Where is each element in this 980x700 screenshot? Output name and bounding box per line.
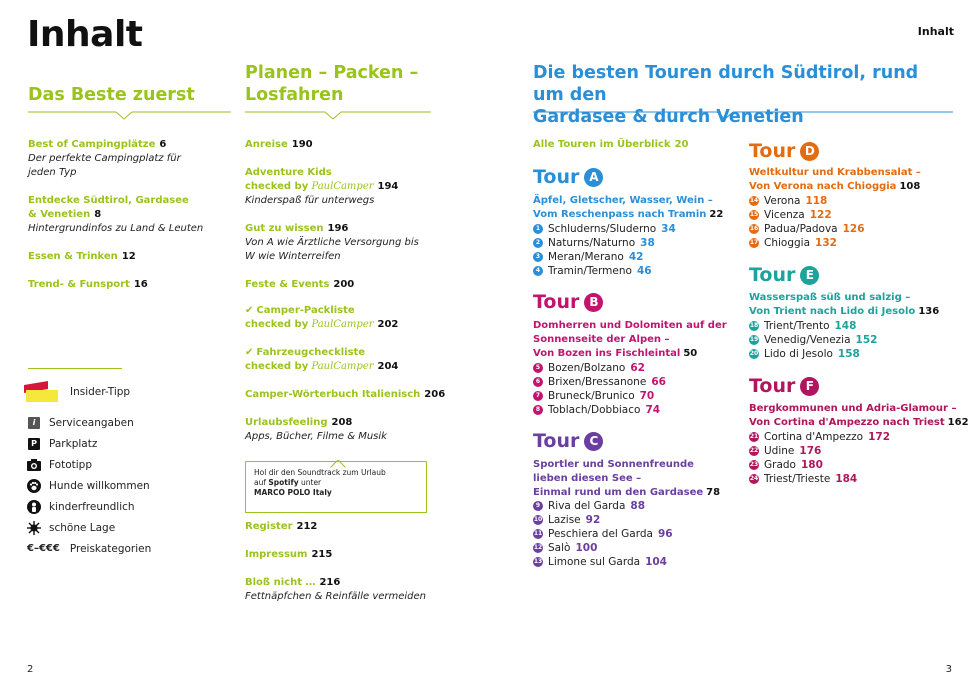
legend-kids: kinderfreundlich: [27, 499, 135, 515]
legend-location: schöne Lage: [27, 520, 115, 536]
legend-prices: €–€€€ Preiskategorien: [27, 543, 152, 555]
tour-b-heading[interactable]: Tour B: [533, 291, 603, 313]
toc-entry[interactable]: Bloß nicht … 216 Fettnäpfchen & Reinfälle vermeiden: [245, 577, 427, 602]
section-divider: [28, 108, 231, 120]
section-heading-tours: Die besten Touren durch Südtirol, rund um den Gardasee & durch Venetien: [533, 63, 919, 127]
tour-stop[interactable]: 8 Toblach/Dobbiaco 74: [533, 403, 660, 417]
toc-entry[interactable]: Anreise 190: [245, 139, 313, 150]
checkmark-icon: ✔: [245, 347, 254, 358]
tour-stop[interactable]: 14 Verona 118: [749, 195, 828, 207]
legend-service: i Serviceangaben: [27, 415, 134, 431]
page-number-left: 2: [27, 664, 34, 675]
tour-stop[interactable]: 24 Triest/Trieste 184: [749, 473, 858, 485]
legend-photo: Fototipp: [27, 457, 92, 473]
parking-icon: P: [27, 437, 41, 451]
toc-entry[interactable]: Adventure Kids checked by PaulCamper 194 Kinderspaß für unterwegs: [245, 167, 399, 206]
tour-stop[interactable]: 2 Naturns/Naturno 38: [533, 236, 655, 250]
price-icon: €–€€€: [27, 543, 60, 554]
tour-stop[interactable]: 11 Peschiera del Garda 96: [533, 528, 673, 540]
tour-a-subtitle[interactable]: Äpfel, Gletscher, Wasser, Wein – Vom Reschenpass nach Tramin 22: [533, 195, 724, 220]
page-title: Inhalt: [27, 14, 143, 55]
toc-entry[interactable]: Feste & Events 200: [245, 279, 355, 290]
tour-c-subtitle[interactable]: Sportler und Sonnenfreunde lieben diesen See – Einmal rund um den Gardasee 78: [533, 459, 721, 498]
paulcamper-logo: PaulCamper: [311, 319, 374, 330]
tour-a-badge: A: [584, 168, 603, 187]
checkmark-icon: ✔: [245, 305, 254, 316]
toc-entry[interactable]: Impressum 215: [245, 549, 333, 560]
tour-stop[interactable]: 23 Grado 180: [749, 459, 823, 471]
spotify-info-box: Hol dir den Soundtrack zum Urlaub auf Spotify unter MARCO POLO Italy: [245, 461, 427, 513]
tour-e-badge: E: [800, 266, 819, 285]
tour-stop[interactable]: 22 Udine 176: [749, 445, 822, 457]
toc-entry[interactable]: Alle Touren im Überblick 20: [533, 139, 689, 150]
tour-d-heading[interactable]: Tour D: [749, 140, 819, 162]
paw-icon: [27, 479, 41, 493]
section-heading-planning: Planen – Packen – Losfahren: [245, 63, 419, 105]
legend-divider: [28, 368, 122, 369]
running-head: Inhalt: [917, 25, 954, 38]
tour-stop[interactable]: 21 Cortina d'Ampezzo 172: [749, 431, 890, 443]
legend-parking: P Parkplatz: [27, 436, 97, 452]
tour-f-heading[interactable]: Tour F: [749, 375, 819, 397]
tour-stop[interactable]: 12 Salò 100: [533, 542, 598, 554]
tour-stop[interactable]: 19 Venedig/Venezia 152: [749, 334, 878, 346]
tour-stop[interactable]: 18 Trient/Trento 148: [749, 320, 857, 332]
section-heading-best: Das Beste zuerst: [28, 85, 195, 105]
child-icon: [27, 500, 41, 514]
toc-entry[interactable]: Urlaubsfeeling 208 Apps, Bücher, Filme & Musik: [245, 417, 387, 442]
tour-c-badge: C: [584, 432, 603, 451]
legend-insider-tip: Insider-Tipp: [22, 384, 130, 400]
tour-b-subtitle[interactable]: Domherren und Dolomiten auf der Sonnenseite der Alpen – Von Bozen ins Fischleintal 50: [533, 320, 727, 359]
tour-stop[interactable]: 3 Meran/Merano 42: [533, 250, 643, 264]
toc-entry[interactable]: Gut zu wissen 196 Von A wie Ärztliche Versorgung bis W wie Winterreifen: [245, 223, 419, 262]
tour-stop[interactable]: 17 Chioggia 132: [749, 237, 837, 249]
toc-entry[interactable]: Entdecke Südtirol, Gardasee & Venetien 8 Hintergrundinfos zu Land & Leuten: [28, 195, 204, 234]
insider-tip-icon: [22, 381, 60, 403]
tour-f-badge: F: [800, 377, 819, 396]
tour-stop[interactable]: 15 Vicenza 122: [749, 209, 832, 221]
section-divider: [245, 108, 431, 120]
tour-e-subtitle[interactable]: Wasserspaß süß und salzig – Von Trient nach Lido di Jesolo 136: [749, 292, 940, 317]
toc-entry[interactable]: Essen & Trinken 12: [28, 251, 136, 262]
tour-d-badge: D: [800, 142, 819, 161]
tour-stop[interactable]: 10 Lazise 92: [533, 514, 601, 526]
toc-entry[interactable]: ✔ Camper-Packliste checked by PaulCamper 202: [245, 305, 399, 330]
tour-e-heading[interactable]: Tour E: [749, 264, 819, 286]
tour-stop[interactable]: 7 Bruneck/Brunico 70: [533, 389, 654, 403]
camera-icon: [27, 458, 41, 472]
sun-icon: [27, 521, 41, 535]
paulcamper-logo: PaulCamper: [311, 361, 374, 372]
toc-entry[interactable]: Register 212: [245, 521, 318, 532]
toc-entry[interactable]: Trend- & Funsport 16: [28, 279, 148, 290]
toc-entry[interactable]: Camper-Wörterbuch Italienisch 206: [245, 389, 446, 400]
page-number-right: 3: [945, 664, 952, 675]
tour-c-heading[interactable]: Tour C: [533, 430, 603, 452]
toc-entry[interactable]: Best of Campingplätze 6 Der perfekte Campingplatz für jeden Typ: [28, 139, 181, 178]
tour-stop[interactable]: 4 Tramin/Termeno 46: [533, 264, 652, 278]
paulcamper-logo: PaulCamper: [311, 181, 374, 192]
tour-stop[interactable]: 9 Riva del Garda 88: [533, 499, 645, 513]
tour-b-badge: B: [584, 293, 603, 312]
tour-stop[interactable]: 5 Bozen/Bolzano 62: [533, 361, 645, 375]
tour-stop[interactable]: 16 Padua/Padova 126: [749, 223, 865, 235]
tour-d-subtitle[interactable]: Weltkultur und Krabbensalat – Von Verona nach Chioggia 108: [749, 167, 921, 192]
tour-f-subtitle[interactable]: Bergkommunen und Adria-Glamour – Von Cortina d'Ampezzo nach Triest 162: [749, 403, 969, 428]
section-divider: [533, 108, 953, 120]
tour-stop[interactable]: 20 Lido di Jesolo 158: [749, 348, 860, 360]
tour-stop[interactable]: 6 Brixen/Bressanone 66: [533, 375, 666, 389]
tour-stop[interactable]: 1 Schluderns/Sluderno 34: [533, 222, 676, 236]
legend-dogs: Hunde willkommen: [27, 478, 150, 494]
tour-a-heading[interactable]: Tour A: [533, 166, 603, 188]
tour-stop[interactable]: 13 Limone sul Garda 104: [533, 556, 667, 568]
toc-entry[interactable]: ✔ Fahrzeugcheckliste checked by PaulCamper 204: [245, 347, 399, 372]
info-icon: i: [27, 416, 41, 430]
